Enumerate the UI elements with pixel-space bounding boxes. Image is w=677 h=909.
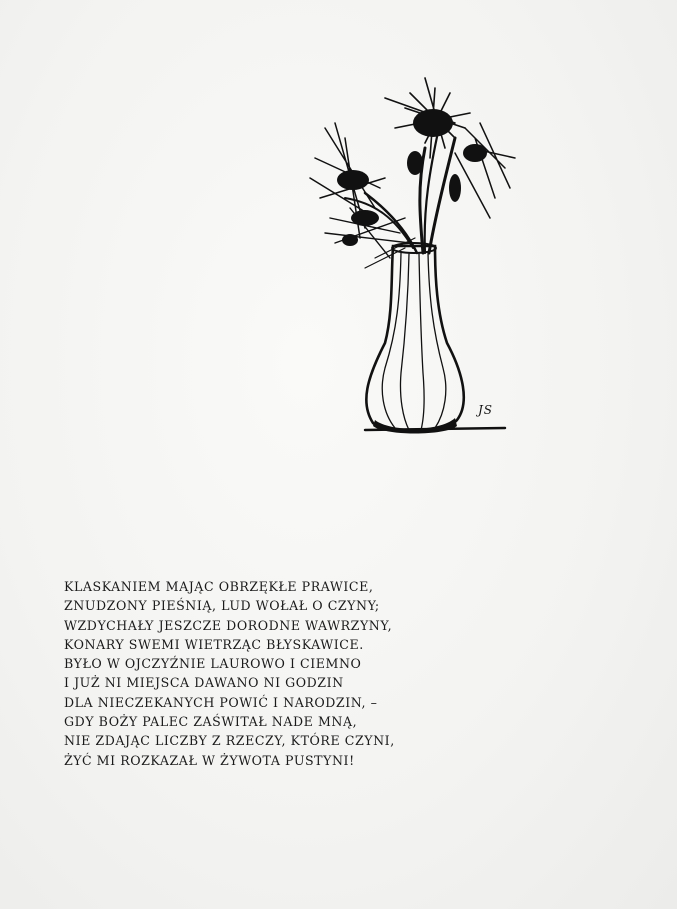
vase-with-thistles-illustration [305,68,520,438]
poem-line: BYŁO W OJCZYŹNIE LAUROWO I CIEMNO [64,656,362,672]
poem-line: I JUŻ NI MIEJSCA DAWANO NI GODZIN [64,675,344,691]
poem-line: ZNUDZONY PIEŚNIĄ, LUD WOŁAŁ O CZYNY; [64,598,380,614]
poem-line: KONARY SWEMI WIETRZĄC BŁYSKAWICE. [64,636,364,652]
poem-line: GDY BOŻY PALEC ZAŚWITAŁ NADE MNĄ, [64,714,358,730]
poem-line: WZDYCHAŁY JESZCZE DORODNE WAWRZYNY, [64,617,393,633]
poem-line: NIE ZDAJĄC LICZBY Z RZECZY, KTÓRE CZYNI, [64,733,395,749]
poem-line: DLA NIECZEKANYCH POWIĆ I NARODZIN, – [64,694,378,710]
illustrator-signature: JS [478,403,494,417]
poem-line: ŻYĆ MI ROZKAZAŁ W ŻYWOTA PUSTYNI! [64,752,355,768]
poem-line: KLASKANIEM MAJĄC OBRZĘKŁE PRAWICE, [64,579,374,594]
poem-stanza [64,577,404,770]
